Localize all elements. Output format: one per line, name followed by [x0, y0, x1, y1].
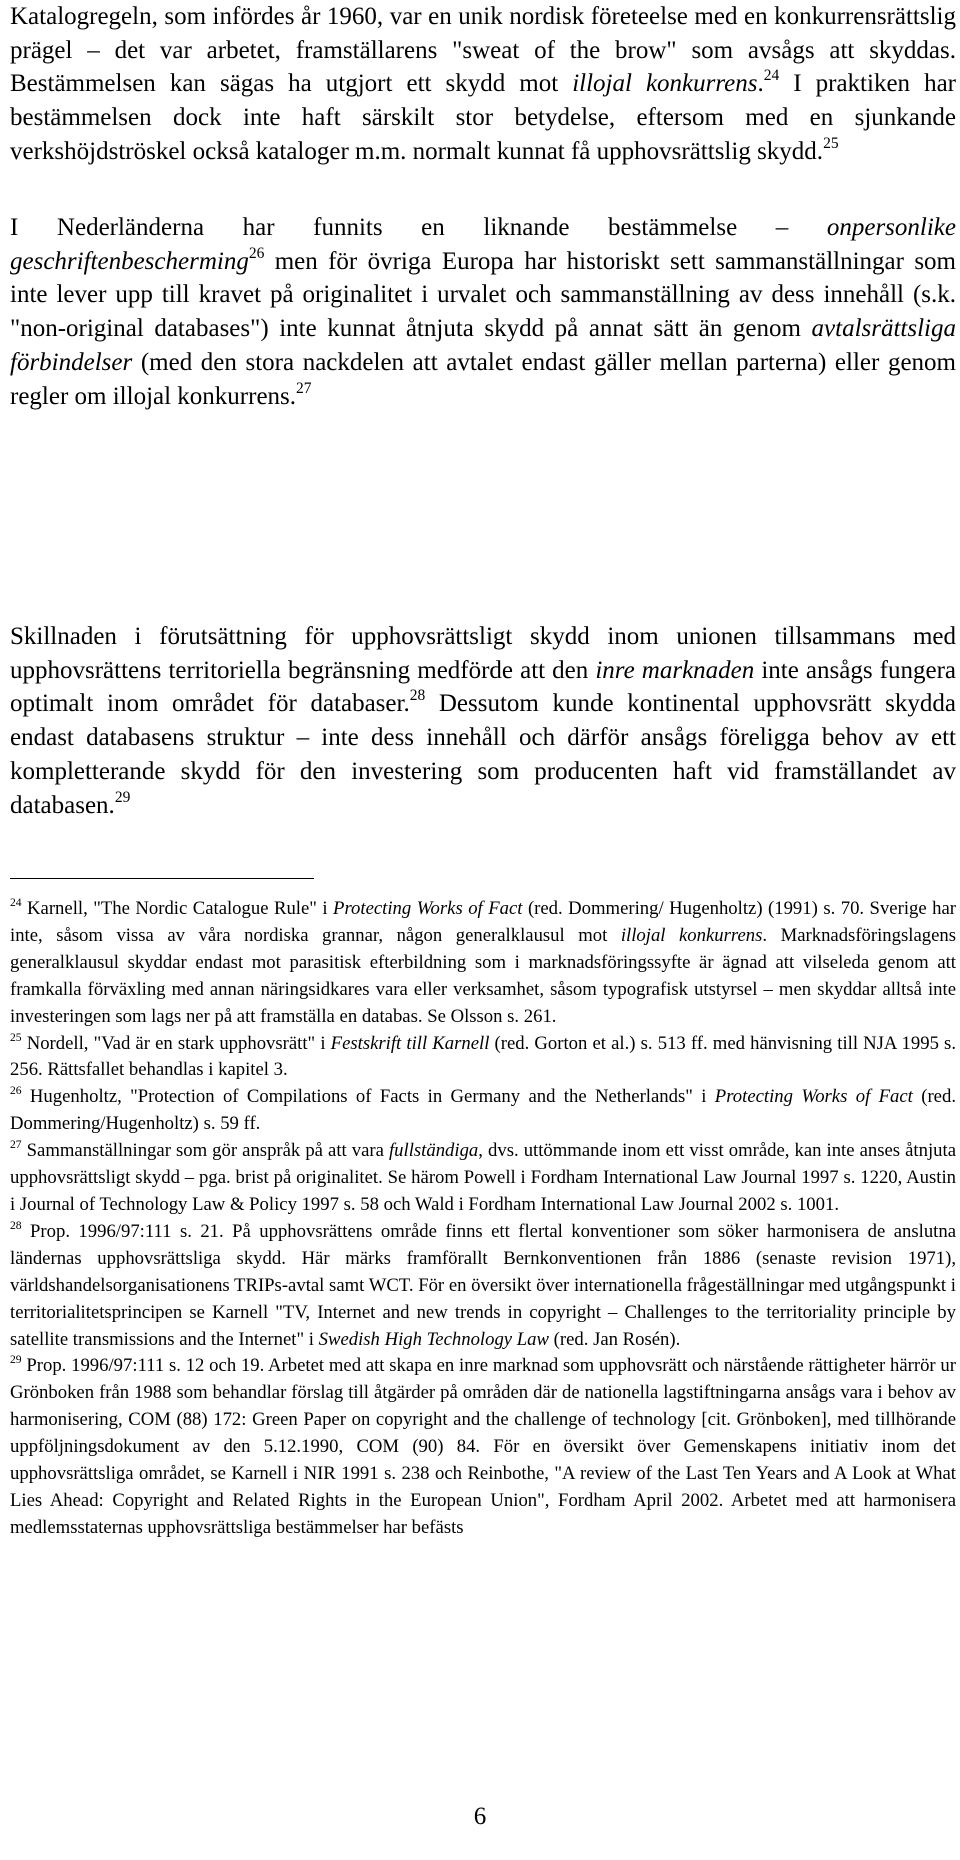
footnote-29 — [10, 1353, 956, 1541]
footnote-marker: 29 — [10, 1353, 22, 1367]
italic-text: illojal konkurrens — [620, 924, 763, 946]
text-run: (red. Dommering/Hugenholtz) s. 59 ff. — [10, 1086, 956, 1135]
paragraph-1 — [10, 0, 956, 169]
text-run: (red. Gorton et al.) s. 513 ff. med hänvisning till NJA 1995 s. 256. Rättsfallet behandlas i kapitel 3. — [10, 1032, 956, 1081]
text-run: inte ansågs fungera optimalt inom området för databaser. — [10, 656, 956, 718]
italic-text: inre marknaden — [595, 656, 755, 684]
footnote-28 — [10, 1219, 956, 1354]
italic-text: illojal konkurrens — [572, 70, 758, 98]
footnote-marker: 25 — [823, 134, 839, 152]
footnote-27 — [10, 1138, 956, 1219]
text-run: Prop. 1996/97:111 s. 21. På upphovsrättens område finns ett flertal konventioner som söker harmonisera de anslutna ländernas upphovsrättsliga skydd. Här märks framförallt Bernkonventionen från 1886 (senaste revision 1971), världshandelsorganisationens TRIPs-avtal samt WCT. För en översikt över internationella frågeställningar med utgångspunkt i territorialitetsprincipen se Karnell "TV, Internet and new trends in copyright – Challenges to the territoriality principle by satellite transmissions and the Internet" i — [10, 1220, 956, 1350]
text-run: I praktiken har bestämmelsen dock inte haft särskilt stor betydelse, eftersom med en sjunkande verkshöjdströskel också kataloger m.m. normalt kunnat få upphovsrättslig skydd. — [10, 70, 957, 165]
italic-text: Protecting Works of Fact — [714, 1086, 913, 1108]
text-run: Sammanställningar som gör anspråk på att vara — [21, 1140, 389, 1162]
footnote-24 — [10, 896, 956, 1031]
italic-text: Protecting Works of Fact — [333, 898, 523, 919]
text-run: (red. Dommering/ Hugenholtz) (1991) s. 70. Sverige har inte, såsom vissa av våra nordiska grannar, någon generalklausul mot — [10, 898, 956, 946]
footnote-marker: 28 — [10, 1218, 22, 1232]
footnote-marker: 24 — [763, 67, 780, 85]
footnote-25 — [10, 1031, 956, 1085]
text-run: (med den stora nackdelen att avtalet endast gäller mellan parterna) eller genom regler om illojal konkurrens. — [10, 348, 956, 410]
footnote-26 — [10, 1084, 956, 1138]
text-run: Nordell, "Vad är en stark upphovsrätt" i — [21, 1032, 331, 1054]
text-run: Karnell, "The Nordic Catalogue Rule" i — [21, 898, 334, 919]
italic-text: Festskrift till Karnell — [330, 1032, 490, 1054]
text-run: . — [757, 70, 764, 98]
text-run: Katalogregeln, som infördes år 1960, var en unik nordisk företeelse med en konkurrensrättslig prägel – det var arbetet, framställarens "sweat of the brow" som avsågs att skyddas. Bestämmelsen kan sägas ha utgjort ett skydd mot — [10, 3, 956, 98]
page-number: 6 — [473, 1803, 487, 1830]
text-run: (red. Jan Rosén). — [548, 1328, 681, 1350]
text-run: Skillnaden i förutsättning för upphovsrättsligt skydd inom unionen tillsammans med upphovsrättens territoriella begränsning medförde att den — [10, 623, 956, 684]
italic-text: onpersonlike geschriftenbescherming — [10, 214, 956, 275]
paragraph-2 — [10, 211, 956, 413]
text-run: men för övriga Europa har historiskt sett sammanställningar som inte lever upp till kravet på originalitet i urvalet och sammanställning av dess innehåll (s.k. "non-original databases") inte kunnat åtnjuta skydd på annat sätt än genom — [10, 247, 956, 343]
footnote-marker: 29 — [114, 788, 131, 806]
italic-text: avtalsrättsliga förbindelser — [10, 315, 956, 376]
italic-text: fullständiga — [388, 1140, 479, 1162]
text-run: Hugenholtz, "Protection of Compilations of Facts in Germany and the Netherlands" i — [21, 1086, 715, 1108]
footnote-marker: 27 — [296, 379, 312, 397]
text-run: , dvs. uttömmande inom ett visst område, kan inte anses åtnjuta upphovsrättsligt skydd – pga. brist på originalitet. Se härom Powell i Fordham International Law Journal 1997 s. 1220, Austin i Journal of Technology Law & Policy 1997 s. 58 och Wald i Fordham International Law Journal 2002 s. 1001. — [10, 1140, 956, 1215]
footnote-marker: 27 — [10, 1138, 22, 1152]
text-run: Dessutom kunde kontinental upphovsrätt skydda endast databasens struktur – inte dess innehåll och därför ansågs föreligga behov av ett kompletterande skydd för den investering som producenten haft vid framställandet av databasen. — [10, 690, 956, 819]
footnotes — [10, 896, 956, 1542]
text-run: . Marknadsföringslagens generalklausul skyddar endast mot parasitisk efterbildning som i marknadsföringssyfte är ägnad att vilseleda genom att framkalla förväxling med annan näringsidkares vara eller verksamhet, såsom typografisk utstyrsel – men skyddar alltså inte investeringen som lags ner på att framställa en databas. Se Olsson s. 261. — [10, 924, 957, 1027]
paragraph-3 — [10, 620, 956, 822]
footnote-marker: 26 — [248, 244, 265, 262]
footnote-separator — [10, 878, 314, 879]
text-run: I Nederländerna har funnits en liknande bestämmelse – — [10, 214, 827, 241]
italic-text: Swedish High Technology Law — [318, 1328, 549, 1350]
footnote-marker: 28 — [409, 687, 426, 705]
text-run: Prop. 1996/97:111 s. 12 och 19. Arbetet med att skapa en inre marknad som upphovsrätt och närstående rättigheter härrör ur Grönboken från 1988 som behandlar förslag till åtgärder på områden där de nationella lagstiftningarna ansågs vara i behov av harmonisering, COM (88) 172: Green Paper on copyright and the challenge of technology [cit. Grönboken], med tillhörande uppföljningsdokument av den 5.12.1990, COM (90) 84. För en översikt över Gemenskapens initiativ inom det upphovsrättsliga området, se Karnell i NIR 1991 s. 238 och Reinbothe, "A review of the Last Ten Years and A Look at What Lies Ahead: Copyright and Related Rights in the European Union", Fordham April 2002. Arbetet med att harmonisera medlemsstaternas upphovsrättsliga bestämmelser har befästs — [10, 1355, 956, 1538]
footnote-marker: 26 — [10, 1084, 22, 1098]
footnote-marker: 24 — [10, 895, 22, 909]
footnote-marker: 25 — [10, 1030, 22, 1044]
